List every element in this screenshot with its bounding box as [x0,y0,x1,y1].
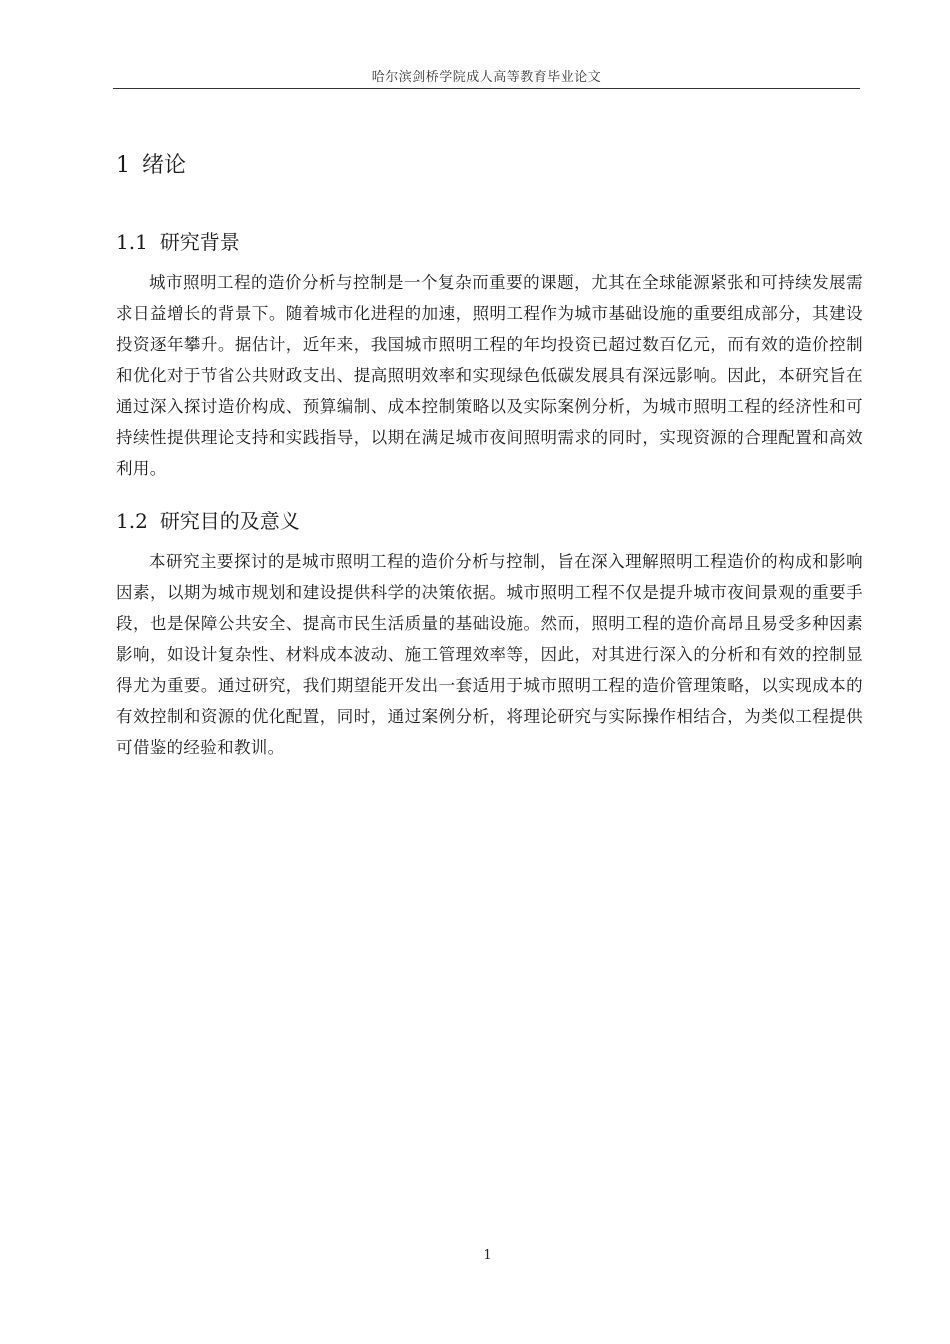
running-header: 哈尔滨剑桥学院成人高等教育毕业论文 [371,70,602,85]
chapter-title-text: 绪论 [142,153,187,178]
section-heading-1-2 [116,505,300,534]
section-title-text: 研究背景 [159,230,240,254]
section-number: 1.2 [116,509,148,533]
page-number: 1 [483,1248,492,1263]
section-title-text: 研究目的及意义 [159,509,300,533]
section-heading-1-1 [116,226,240,255]
chapter-title [116,148,186,179]
chapter-number: 1 [116,153,130,178]
section-1-2-paragraph: 本研究主要探讨的是城市照明工程的造价分析与控制，旨在深入理解照明工程造价的构成和影响因素，以期为城市规划和建设提供科学的决策依据。城市照明工程不仅是提升城市夜间景观的重要手段，也是保障公共安全、提高市民生活质量的基础设施。然而，照明工程的造价高昂且易受多种因素影响，如设计复杂性、材料成本波动、施工管理效率等，因此，对其进行深入的分析和有效的控制显得尤为重要。通过研究，我们期望能开发出一套适用于城市照明工程的造价管理策略，以实现成本的有效控制和资源的优化配置，同时，通过案例分析，将理论研究与实际操作相结合，为类似工程提供可借鉴的经验和教训。 [116,552,863,757]
section-1-1-paragraph: 城市照明工程的造价分析与控制是一个复杂而重要的课题，尤其在全球能源紧张和可持续发展需求日益增长的背景下。随着城市化进程的加速，照明工程作为城市基础设施的重要组成部分，其建设投资逐年攀升。据估计，近年来，我国城市照明工程的年均投资已超过数百亿元，而有效的造价控制和优化对于节省公共财政支出、提高照明效率和实现绿色低碳发展具有深远影响。因此，本研究旨在通过深入探讨造价构成、预算编制、成本控制策略以及实际案例分析，为城市照明工程的经济性和可持续性提供理论支持和实践指导，以期在满足城市夜间照明需求的同时，实现资源的合理配置和高效利用。 [116,273,863,478]
section-number: 1.1 [116,230,148,254]
header-divider [113,88,860,89]
